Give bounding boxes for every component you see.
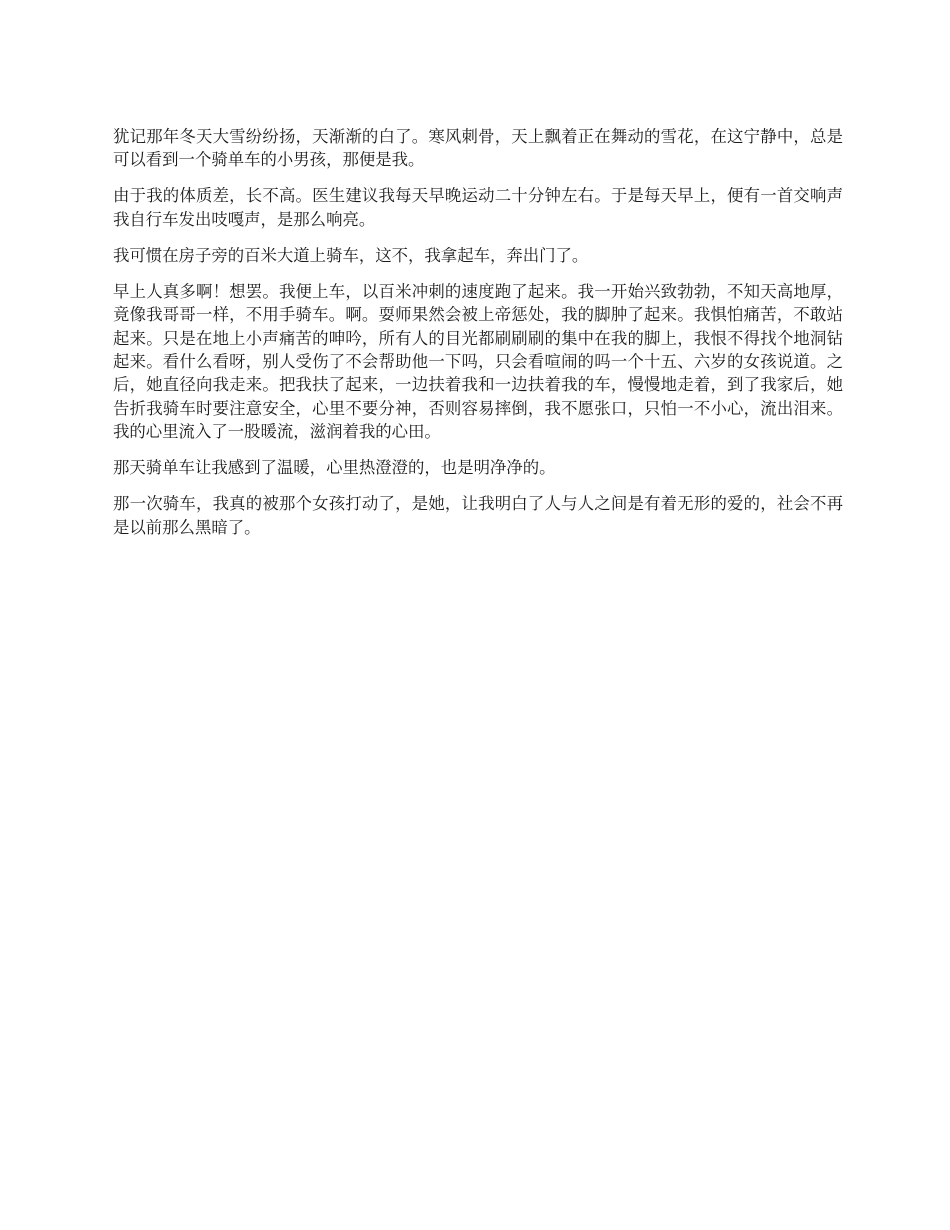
document-body (113, 125, 843, 552)
paragraph: 早上人真多啊！想罢。我便上车，以百米冲刺的速度跑了起来。我一开始兴致勃勃，不知天高地厚，竟像我哥哥一样，不用手骑车。啊。耍师果然会被上帝惩处，我的脚肿了起来。我惧怕痛苦，不敢站起来。只是在地上小声痛苦的呻吟，所有人的目光都刷刷刷的集中在我的脚上，我恨不得找个地洞钻起来。看什么看呀，别人受伤了不会帮助他一下吗，只会看喧闹的吗一个十五、六岁的女孩说道。之后，她直径向我走来。把我扶了起来，一边扶着我和一边扶着我的车，慢慢地走着，到了我家后，她告折我骑车时要注意安全，心里不要分神，否则容易摔倒，我不愿张口，只怕一不小心，流出泪来。我的心里流入了一股暖流，滋润着我的心田。 (113, 281, 843, 442)
paragraph: 那一次骑车，我真的被那个女孩打动了，是她，让我明白了人与人之间是有着无形的爱的，社会不再是以前那么黑暗了。 (113, 494, 843, 537)
paragraph: 犹记那年冬天大雪纷纷扬，天渐渐的白了。寒风刺骨，天上飘着正在舞动的雪花，在这宁静中，总是可以看到一个骑单车的小男孩，那便是我。 (113, 127, 843, 170)
paragraph: 那天骑单车让我感到了温暖，心里热澄澄的，也是明净净的。 (113, 458, 556, 478)
paragraph: 由于我的体质差，长不高。医生建议我每天早晚运动二十分钟左右。于是每天早上，便有一首交响声我自行车发出吱嘎声，是那么响亮。 (113, 186, 843, 229)
paragraph: 我可惯在房子旁的百米大道上骑车，这不，我拿起车，奔出门了。 (113, 245, 589, 265)
